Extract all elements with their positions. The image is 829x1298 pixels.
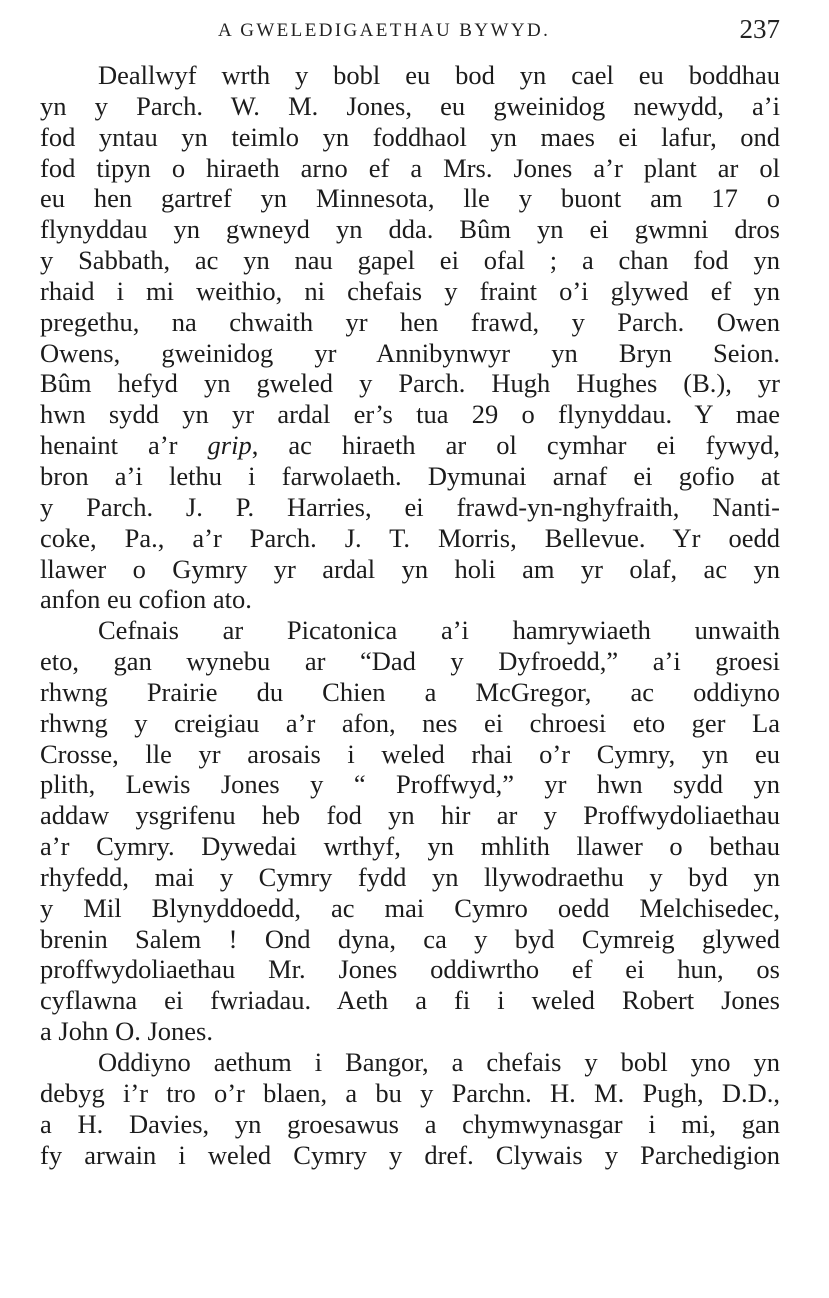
text-line: hwn sydd yn yr ardal er’s tua 29 o flynyddau. Y mae (40, 399, 780, 430)
text-line: a John O. Jones. (40, 1016, 213, 1047)
text-line: bron a’i lethu i farwolaeth. Dymunai arnaf ei gofio at (40, 460, 780, 491)
text-line: y Mil Blynyddoedd, ac mai Cymro oedd Melchisedec, (40, 892, 780, 923)
paragraph (40, 1047, 780, 1170)
text-line-with-italic (40, 430, 780, 461)
text-line: Owens, gweinidog yr Annibynwyr yn Bryn Seion. (40, 337, 780, 368)
text-line: Oddiyno aethum i Bangor, a chefais y bobl yno yn (98, 1047, 780, 1077)
text-line: eu hen gartref yn Minnesota, lle y buont am 17 o (40, 183, 780, 214)
text-segment: , ac hiraeth ar ol cymhar ei fywyd, (251, 430, 780, 461)
text-line: flynyddau yn gwneyd yn dda. Bûm yn ei gwmni dros (40, 214, 780, 245)
text-line: llawer o Gymry yr ardal yn holi am yr olaf, ac yn (40, 553, 780, 584)
text-line: a H. Davies, yn groesawus a chymwynasgar i mi, gan (40, 1108, 780, 1139)
text-line: y Sabbath, ac yn nau gapel ei ofal ; a chan fod yn (40, 245, 780, 276)
running-title: A GWELEDIGAETHAU BYWYD. (218, 20, 551, 41)
text-line: Cefnais ar Picatonica a’i hamrywiaeth unwaith (98, 615, 780, 646)
text-line: rhwng Prairie du Chien a McGregor, ac oddiyno (40, 676, 780, 707)
text-line: rhaid i mi weithio, ni chefais y fraint o’i glywed ef yn (40, 275, 780, 306)
text-line: coke, Pa., a’r Parch. J. T. Morris, Bellevue. Yr oedd (40, 522, 780, 553)
text-line: yn y Parch. W. M. Jones, eu gweinidog newydd, a’i (40, 90, 780, 121)
paragraph (40, 615, 780, 1047)
page-number: 237 (739, 14, 780, 44)
text-line: y Parch. J. P. Harries, ei frawd-yn-nghyfraith, Nanti- (40, 491, 780, 522)
text-line: debyg i’r tro o’r blaen, a bu y Parchn. H. M. Pugh, D.D., (40, 1077, 780, 1108)
body-text (40, 60, 780, 1170)
italic-word: grip (207, 430, 252, 461)
text-line: rhyfedd, mai y Cymry fydd yn llywodraethu y byd yn (40, 861, 780, 892)
text-line: proffwydoliaethau Mr. Jones oddiwrtho ef ei hun, os (40, 954, 780, 985)
paragraph (40, 60, 780, 615)
text-line: eto, gan wynebu ar “Dad y Dyfroedd,” a’i groesi (40, 646, 780, 677)
text-segment: henaint a’r (40, 430, 208, 461)
text-line: anfon eu cofion ato. (40, 584, 252, 615)
text-line: pregethu, na chwaith yr hen frawd, y Parch. Owen (40, 306, 780, 337)
text-line: Deallwyf wrth y bobl eu bod yn cael eu boddhau (98, 60, 780, 90)
text-line: addaw ysgrifenu heb fod yn hir ar y Proffwydoliaethau (40, 800, 780, 831)
text-line: fod yntau yn teimlo yn foddhaol yn maes ei lafur, ond (40, 121, 780, 152)
text-line: brenin Salem ! Ond dyna, ca y byd Cymreig glywed (40, 923, 780, 954)
text-line: fy arwain i weled Cymry y dref. Clywais y Parchedigion (40, 1139, 780, 1170)
text-line: Crosse, lle yr arosais i weled rhai o’r Cymry, yn eu (40, 738, 780, 769)
text-line: rhwng y creigiau a’r afon, nes ei chroesi eto ger La (40, 707, 780, 738)
text-line: plith, Lewis Jones y “ Proffwyd,” yr hwn sydd yn (40, 769, 780, 800)
text-line: Bûm hefyd yn gweled y Parch. Hugh Hughes (B.), yr (40, 368, 780, 399)
text-line: cyflawna ei fwriadau. Aeth a fi i weled Robert Jones (40, 985, 780, 1016)
text-line: fod tipyn o hiraeth arno ef a Mrs. Jones a’r plant ar ol (40, 152, 780, 183)
running-head (40, 14, 780, 46)
text-line: a’r Cymry. Dywedai wrthyf, yn mhlith llawer o bethau (40, 831, 780, 862)
